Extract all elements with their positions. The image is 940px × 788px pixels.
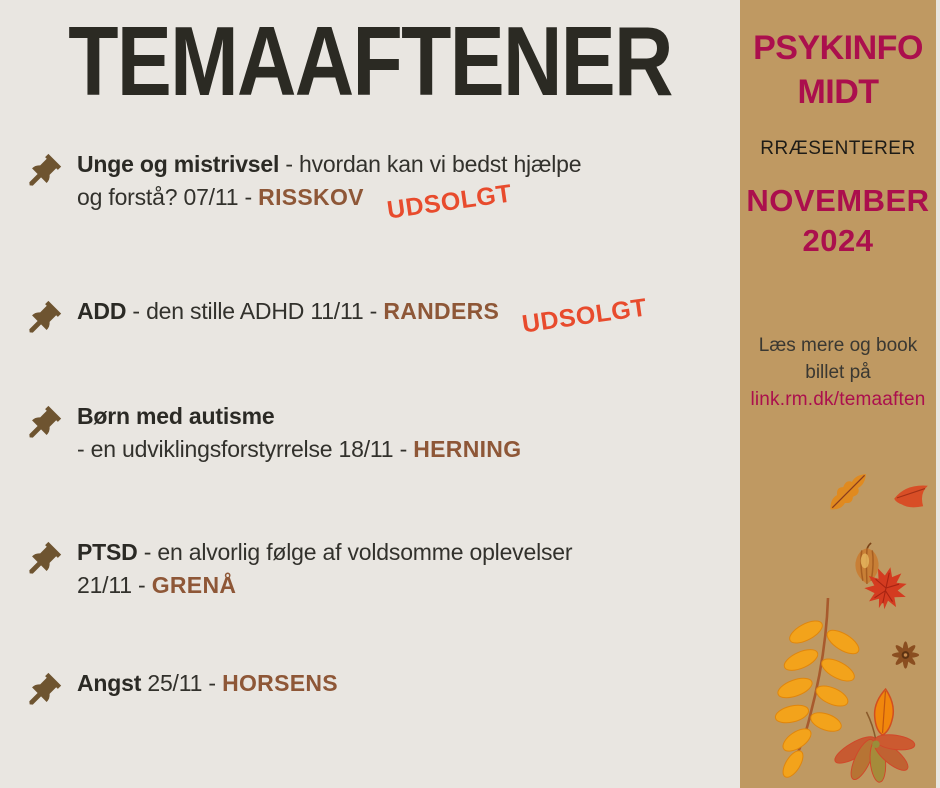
event-desc: - hvordan kan vi bedst hjælpe xyxy=(279,151,582,177)
presents-label: RRÆSENTERER xyxy=(760,138,916,159)
event-item xyxy=(28,536,718,602)
booking-link[interactable]: link.rm.dk/temaaften xyxy=(750,389,926,410)
event-location: RISSKOV xyxy=(258,184,364,210)
event-title: Børn med autisme xyxy=(77,403,275,429)
event-desc: - en udviklingsforstyrrelse 18/11 - xyxy=(77,436,414,462)
event-line2 xyxy=(77,179,717,225)
month-line: NOVEMBER xyxy=(746,183,930,218)
sidebar xyxy=(740,0,936,788)
event-line2 xyxy=(77,433,717,466)
event-line2 xyxy=(77,700,717,733)
event-line1 xyxy=(77,148,717,181)
creeper-leaf-image xyxy=(828,710,922,788)
event-line2 xyxy=(77,328,717,361)
pushpin-icon xyxy=(28,150,64,188)
event-title: ADD xyxy=(77,298,127,324)
event-line1 xyxy=(77,667,717,700)
soldout-badge: UDSOLGT xyxy=(385,179,514,225)
event-text xyxy=(77,667,717,733)
cta-line2: billet på xyxy=(805,362,871,383)
event-location: RANDERS xyxy=(383,298,500,324)
pushpin-icon xyxy=(28,297,64,335)
event-item xyxy=(28,400,718,466)
month-title xyxy=(740,181,936,261)
event-text xyxy=(77,400,717,466)
event-location: GRENÅ xyxy=(151,572,237,598)
pushpin-icon xyxy=(28,669,64,707)
event-text xyxy=(77,148,717,225)
event-item xyxy=(28,295,718,361)
event-desc: 21/11 - xyxy=(77,572,152,598)
event-desc: - en alvorlig følge af voldsomme oplevelser xyxy=(137,539,573,565)
event-desc: 25/11 - xyxy=(141,670,223,696)
brand-line2: MIDT xyxy=(797,73,879,111)
brand-title xyxy=(740,26,936,114)
event-item xyxy=(28,667,718,733)
event-line1 xyxy=(77,400,717,433)
event-line1 xyxy=(77,293,717,339)
event-desc: og forstå? 07/11 - xyxy=(77,184,259,210)
cta-text xyxy=(740,332,936,386)
page-title: TEMAAFTENER xyxy=(68,6,672,116)
event-line1 xyxy=(77,536,717,569)
event-title: PTSD xyxy=(77,539,138,565)
event-title: Angst xyxy=(77,670,142,696)
event-desc: - den stille ADHD 11/11 - xyxy=(126,298,384,324)
event-text xyxy=(77,536,717,602)
pushpin-icon xyxy=(28,402,64,440)
year-line: 2024 xyxy=(802,223,874,258)
event-location: HORSENS xyxy=(222,670,338,696)
soldout-badge: UDSOLGT xyxy=(520,293,649,339)
event-title: Unge og mistrivsel xyxy=(77,151,280,177)
red-leaf-image xyxy=(890,482,932,510)
event-location: HERNING xyxy=(413,436,522,462)
event-line2 xyxy=(77,569,717,602)
oak-leaf-image xyxy=(811,455,885,529)
brand-line1: PSYKINFO xyxy=(753,29,923,67)
pushpin-icon xyxy=(28,538,64,576)
star-anise-image xyxy=(888,640,923,670)
event-item xyxy=(28,148,718,225)
event-text xyxy=(77,295,717,361)
cta-line1: Læs mere og book xyxy=(758,335,918,356)
